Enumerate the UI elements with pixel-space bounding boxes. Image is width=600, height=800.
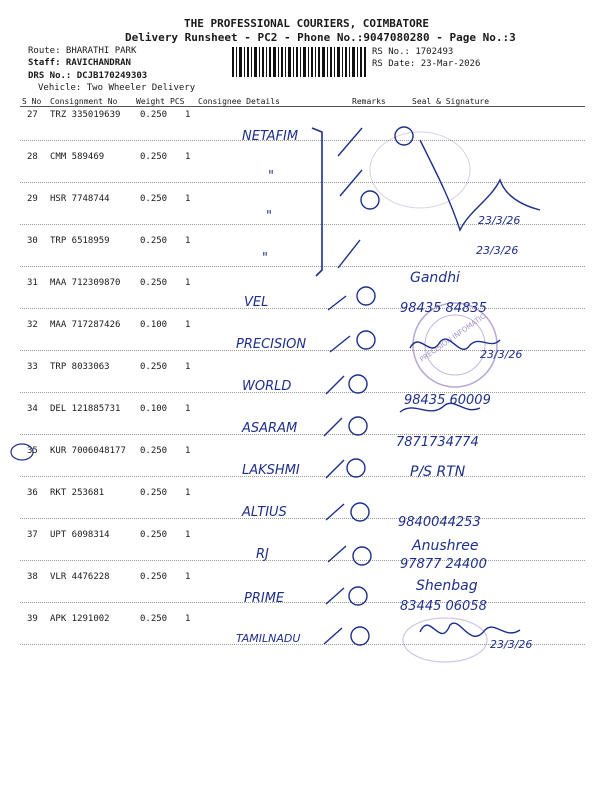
tick-mark: [328, 546, 346, 562]
row-consignment: TRP 6518959: [50, 236, 110, 246]
row-sno: 29: [27, 194, 38, 204]
col-sno: S No: [22, 97, 42, 106]
staff-label: Staff: RAVICHANDRAN: [28, 58, 131, 68]
row-consignment: VLR 4476228: [50, 572, 110, 582]
remark-circle: [347, 459, 365, 477]
row-weight: 0.250: [140, 572, 168, 582]
row-pcs: 1: [185, 110, 191, 120]
row-consignment: RKT 253681: [50, 488, 105, 498]
receiver-phone: 98435 60009: [404, 393, 491, 408]
row-consignment: UPT 6098314: [50, 530, 110, 540]
row-highlight-circle: [11, 444, 33, 460]
remark-circle: [349, 587, 367, 605]
stamp-text: PRECISION INFOMATIC: [418, 312, 488, 364]
runsheet-subtitle: Delivery Runsheet - PC2 - Phone No.:9047080280 - Page No.:3: [125, 31, 516, 44]
col-seal-signature: Seal & Signature: [412, 97, 490, 106]
receiver-phone: 7871734774: [396, 435, 479, 450]
consignee-name: WORLD: [242, 379, 292, 394]
signature: [420, 623, 520, 636]
tick-mark: [330, 336, 350, 352]
tick-mark: [328, 296, 346, 310]
remark-circle: [351, 627, 369, 645]
route-label: Route: BHARATHI PARK: [28, 46, 137, 56]
row-sno: 38: [27, 572, 38, 582]
remark-circle: [361, 191, 379, 209]
receiver-phone: 98435 84835: [400, 301, 487, 316]
row-sno: 32: [27, 320, 38, 330]
consignee-name: VEL: [244, 295, 269, 310]
tick-mark: [326, 376, 344, 394]
row-weight: 0.100: [140, 320, 168, 330]
tick-mark: [326, 460, 344, 478]
receiver-name: Shenbag: [416, 578, 478, 594]
row-weight: 0.250: [140, 362, 168, 372]
consignee-name: ALTIUS: [242, 505, 287, 520]
tick-mark: [338, 128, 362, 156]
row-sno: 31: [27, 278, 38, 288]
tick-mark: [324, 418, 342, 436]
grouping-bracket: [312, 128, 322, 276]
receiver-name: Anushree: [412, 538, 479, 554]
remark-circle: [351, 503, 369, 521]
tick-mark: [340, 170, 362, 196]
row-pcs: 1: [185, 530, 191, 540]
consignee-name: LAKSHMI: [242, 463, 300, 478]
remark-circle: [349, 375, 367, 393]
tick-mark: [326, 588, 344, 604]
row-consignment: APK 1291002: [50, 614, 110, 624]
row-weight: 0.250: [140, 530, 168, 540]
row-consignment: DEL 121885731: [50, 404, 121, 414]
row-weight: 0.250: [140, 236, 168, 246]
consignee-ditto: ": [266, 209, 272, 224]
row-weight: 0.250: [140, 194, 168, 204]
company-title: THE PROFESSIONAL COURIERS, COIMBATORE: [184, 17, 430, 30]
receiver-phone: 97877 24400: [400, 557, 487, 572]
drs-number: DRS No.: DCJB170249303: [28, 71, 148, 81]
faded-stamp: [403, 618, 487, 662]
col-pcs: PCS: [170, 97, 185, 106]
consignee-name: NETAFIM: [242, 129, 299, 144]
remark-circle: [357, 287, 375, 305]
row-sno: 27: [27, 110, 38, 120]
row-weight: 0.250: [140, 152, 168, 162]
row-pcs: 1: [185, 572, 191, 582]
row-sno: 33: [27, 362, 38, 372]
delivery-date: 23/3/26: [476, 244, 519, 257]
col-consignee: Consignee Details: [198, 97, 280, 106]
row-pcs: 1: [185, 194, 191, 204]
vehicle-label: Vehicle: Two Wheeler Delivery: [38, 83, 196, 93]
tick-mark: [326, 504, 344, 520]
row-consignment: TRP 8033063: [50, 362, 110, 372]
consignee-name: ASARAM: [242, 421, 298, 436]
tick-mark: [338, 240, 360, 268]
row-consignment: KUR 7006048177: [50, 446, 126, 456]
col-consignment: Consignment No: [50, 97, 118, 106]
row-sno: 34: [27, 404, 38, 414]
receiver-name: Gandhi: [410, 270, 460, 286]
remark-circle: [349, 417, 367, 435]
row-weight: 0.250: [140, 446, 168, 456]
row-sno: 30: [27, 236, 38, 246]
consignee-ditto: ": [262, 251, 268, 266]
consignee-name: TAMILNADU: [236, 632, 301, 645]
consignee-name: RJ: [256, 547, 269, 562]
consignee-ditto: ": [268, 169, 274, 184]
row-weight: 0.250: [140, 614, 168, 624]
row-sno: 35: [27, 446, 38, 456]
row-pcs: 1: [185, 488, 191, 498]
row-sno: 28: [27, 152, 38, 162]
row-pcs: 1: [185, 320, 191, 330]
row-weight: 0.100: [140, 404, 168, 414]
row-weight: 0.250: [140, 488, 168, 498]
row-pcs: 1: [185, 278, 191, 288]
receiver-note: P/S RTN: [410, 464, 466, 480]
rs-number: RS No.: 1702493: [372, 47, 454, 57]
row-consignment: HSR 7748744: [50, 194, 110, 204]
tick-mark: [324, 628, 342, 644]
row-sno: 37: [27, 530, 38, 540]
remark-circle: [353, 547, 371, 565]
delivery-date: 23/3/26: [480, 348, 523, 361]
row-weight: 0.250: [140, 278, 168, 288]
delivery-date: 23/3/26: [490, 638, 533, 651]
row-consignment: MAA 717287426: [50, 320, 121, 330]
receiver-phone: 83445 06058: [400, 599, 487, 614]
row-weight: 0.250: [140, 110, 168, 120]
row-consignment: CMM 589469: [50, 152, 105, 162]
row-sno: 36: [27, 488, 38, 498]
col-weight: Weight: [136, 97, 165, 106]
row-pcs: 1: [185, 236, 191, 246]
row-sno: 39: [27, 614, 38, 624]
row-pcs: 1: [185, 446, 191, 456]
delivery-date: 23/3/26: [478, 214, 521, 227]
row-consignment: TRZ 335019639: [50, 110, 121, 120]
consignee-name: PRECISION: [236, 337, 307, 352]
row-pcs: 1: [185, 152, 191, 162]
rs-date: RS Date: 23-Mar-2026: [372, 59, 481, 69]
col-remarks: Remarks: [352, 97, 386, 106]
row-pcs: 1: [185, 362, 191, 372]
consignee-name: PRIME: [244, 591, 285, 606]
faded-stamp: [370, 132, 470, 208]
receiver-phone: 9840044253: [398, 515, 481, 530]
row-pcs: 1: [185, 614, 191, 624]
remark-circle: [357, 331, 375, 349]
row-consignment: MAA 712309870: [50, 278, 121, 288]
row-pcs: 1: [185, 404, 191, 414]
